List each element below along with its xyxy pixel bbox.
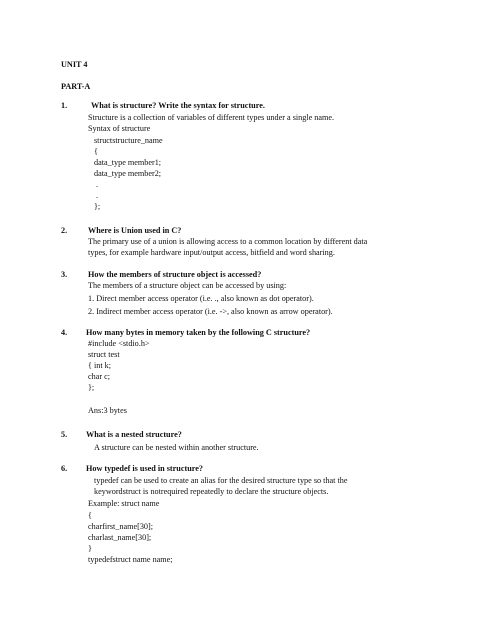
code-line: structstructure_name: [94, 136, 163, 145]
answer-line: Syntax of structure: [88, 124, 151, 133]
question-number: 5.: [61, 430, 68, 439]
code-line: char c;: [88, 372, 111, 381]
part-heading: PART-A: [61, 82, 91, 91]
code-line: data_type member2;: [94, 169, 162, 178]
answer-line: 2. Indirect member access operator (i.e. ->, also known as arrow operator).: [88, 307, 333, 316]
question-number: 3.: [61, 270, 68, 279]
code-line: charlast_name[30];: [88, 533, 152, 542]
answer-line: The members of a structure object can be accessed by using:: [88, 281, 287, 290]
answer-line: A structure can be nested within another structure.: [94, 443, 259, 452]
question-text: What is a nested structure?: [86, 430, 182, 439]
question-number: 1.: [61, 101, 68, 110]
code-line: .: [96, 191, 99, 200]
answer-line: Ans:3 bytes: [88, 406, 127, 415]
code-line: }: [88, 544, 92, 553]
code-line: };: [88, 383, 95, 392]
answer-line: typedef can be used to create an alias for the desired structure type so that the: [94, 476, 348, 485]
code-line: {: [88, 511, 92, 520]
answer-line: Structure is a collection of variables of different types under a single name.: [88, 113, 335, 122]
unit-heading: UNIT 4: [61, 60, 88, 69]
code-line: charfirst_name[30];: [88, 522, 154, 531]
question-text: What is structure? Write the syntax for structure.: [91, 101, 265, 110]
answer-line: types, for example hardware input/output access, bitfield and word sharing.: [88, 248, 335, 257]
code-line: };: [94, 202, 101, 211]
question-number: 6.: [61, 464, 68, 473]
answer-line: keywordstruct is notrequired repeatedly to declare the structure objects.: [94, 487, 329, 496]
question-text: How many bytes in memory taken by the following C structure?: [86, 328, 311, 337]
question-text: Where is Union used in C?: [88, 226, 182, 235]
code-line: .: [96, 180, 99, 189]
answer-line: The primary use of a union is allowing access to a common location by different data: [88, 237, 368, 246]
question-text: How the members of structure object is accessed?: [88, 270, 262, 279]
code-line: #include <stdio.h>: [88, 339, 150, 348]
code-line: {: [94, 147, 98, 156]
code-line: Example: struct name: [88, 499, 160, 508]
code-line: struct test: [88, 350, 120, 359]
answer-line: 1. Direct member access operator (i.e. ., also known as dot operator).: [88, 294, 314, 303]
question-text: How typedef is used in structure?: [86, 464, 203, 473]
code-line: { int k;: [88, 361, 112, 370]
question-number: 4.: [61, 328, 68, 337]
question-number: 2.: [61, 226, 68, 235]
code-line: data_type member1;: [94, 158, 162, 167]
code-line: typedefstruct name name;: [88, 555, 173, 564]
